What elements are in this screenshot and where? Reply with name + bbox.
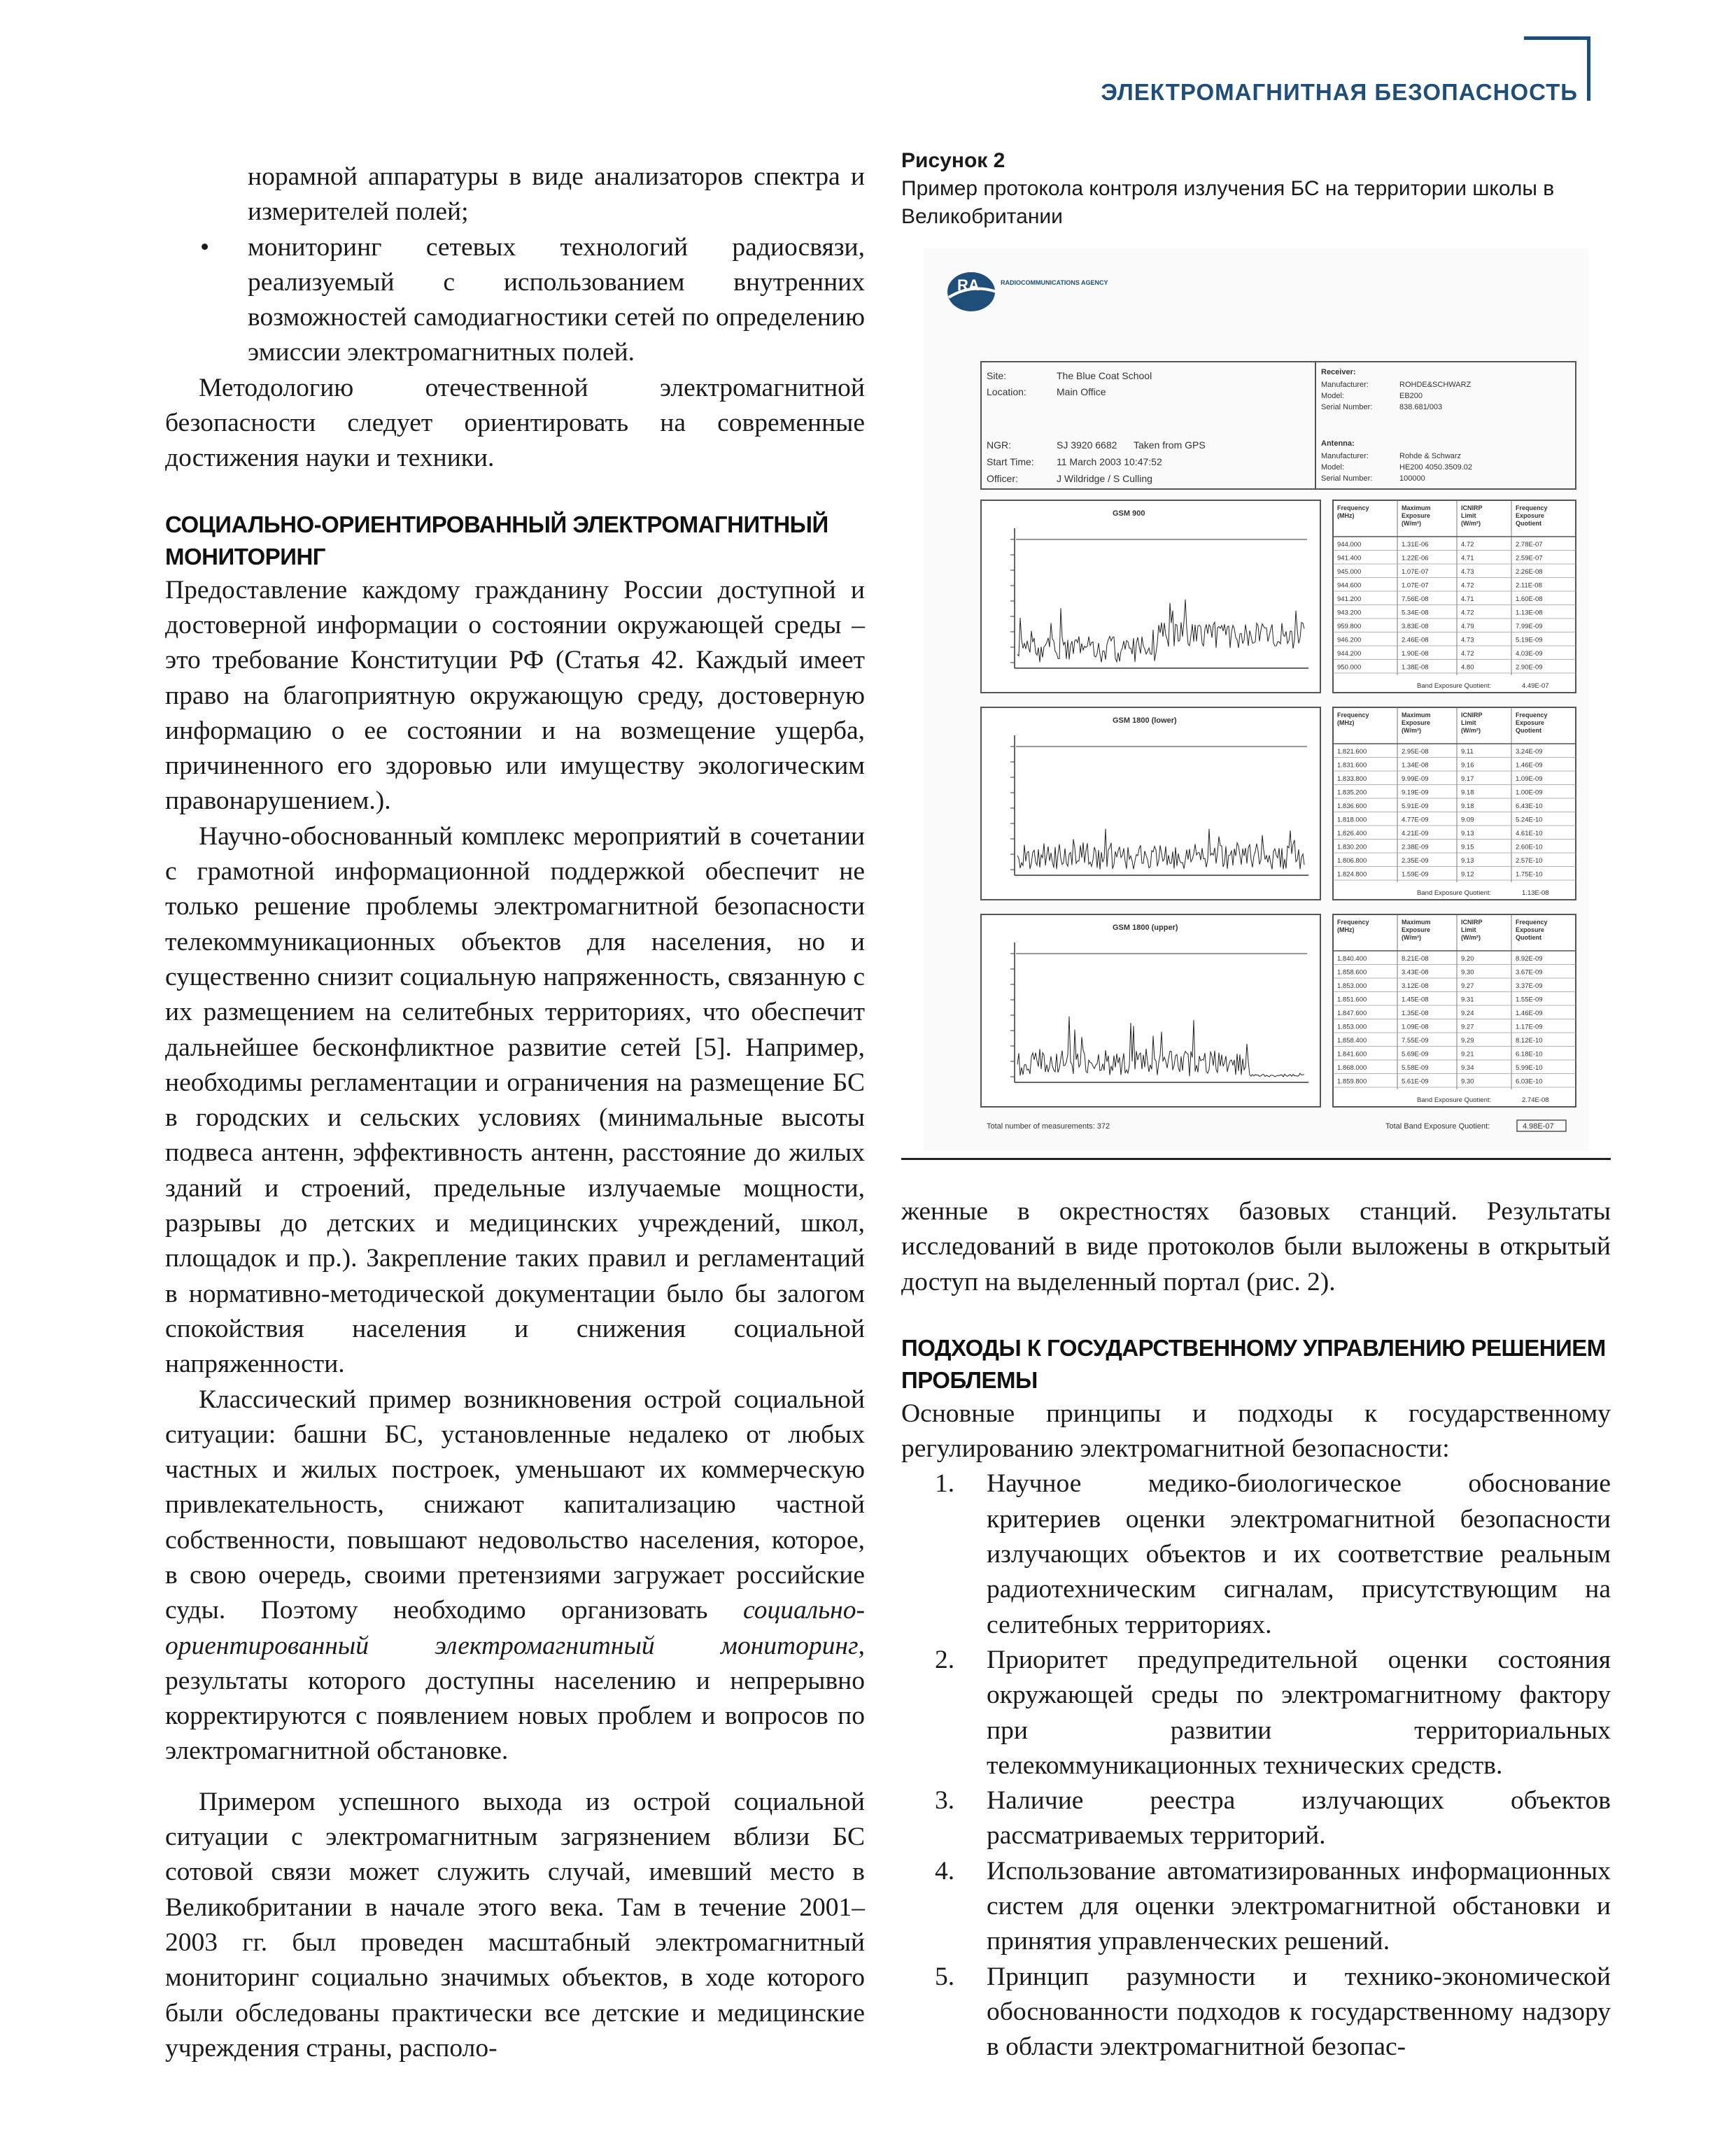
table-cell: 2.78E-07 [1516, 541, 1543, 549]
table-cell: 1.59E-09 [1402, 870, 1429, 879]
list-number: 4. [935, 1856, 955, 1886]
serial-label: Serial Number: [1321, 403, 1373, 411]
band-panel [981, 707, 1576, 900]
principles-list-item [901, 1643, 1611, 1783]
table-cell: 943.200 [1337, 609, 1362, 617]
table-cell: 2.38E-09 [1402, 843, 1429, 851]
table-cell: 941.200 [1337, 595, 1362, 603]
emphasis-text: социально-ориентированный электромагнитный мониторинг [165, 1596, 865, 1660]
paragraph: Примером успешного выхода из острой социальной ситуации с электромагнитным загрязнением вблизи БС сотовой связи может служить случай, имевший место в Великобритании в начале этого века. Там в течение 2001–2003 гг. был проведен масштабный электромагнитный мониторинг социально значимых объектов, в ходе которого были обследованы практически все детские и медицинские учреждения страны, располо- [165, 1787, 865, 2063]
figure-title: Рисунок 2 [901, 149, 1005, 172]
table-cell: 1.90E-08 [1402, 650, 1429, 658]
table-header-cell: (W/m²) [1402, 727, 1421, 734]
table-cell: 3.12E-08 [1402, 982, 1429, 990]
list-item-text: Наличие реестра излучающих объектов рассматриваемых территорий. [987, 1786, 1611, 1851]
bullet-dot-icon: • [200, 232, 210, 262]
table-header-cell: Limit [1461, 926, 1476, 933]
table-cell: 1.46E-09 [1516, 761, 1543, 770]
location-label: Location: [987, 386, 1026, 397]
table-cell: 1.22E-06 [1402, 554, 1429, 563]
ant-model-value: HE200 4050.3509.02 [1399, 463, 1472, 472]
table-cell: 9.16 [1461, 761, 1474, 770]
table-cell: 9.29 [1461, 1037, 1474, 1045]
table-cell: 941.400 [1337, 554, 1362, 563]
table-header-cell: Limit [1461, 512, 1476, 519]
table-cell: 9.15 [1461, 843, 1474, 851]
table-cell: 2.59E-07 [1516, 554, 1543, 563]
running-head: ЭЛЕКТРОМАГНИТНАЯ БЕЗОПАСНОСТЬ [1101, 79, 1578, 105]
table-header-cell: Exposure [1402, 926, 1431, 933]
table-cell: 1.858.400 [1337, 1037, 1367, 1045]
table-header-cell: Quotient [1516, 934, 1541, 941]
table-cell: 3.67E-09 [1516, 968, 1543, 977]
table-header-cell: Quotient [1516, 727, 1541, 734]
chart-title: GSM 1800 (lower) [1113, 716, 1177, 725]
principles-list-item [901, 1854, 1611, 1960]
list-item-text: Принцип разумности и технико-экономической обоснованности подходов к государственному надзору в области электромагнитной безопас- [987, 1962, 1611, 2062]
site-value: The Blue Coat School [1057, 370, 1152, 381]
table-header-cell: (W/m²) [1461, 727, 1481, 734]
table-cell: 1.45E-08 [1402, 996, 1429, 1004]
table-cell: 1.75E-10 [1516, 870, 1543, 879]
table-cell: 9.13 [1461, 857, 1474, 865]
bullet-continuation [165, 160, 865, 230]
report-svg [924, 248, 1588, 1151]
paragraph: Методологию отечественной электромагнитной безопасности следует ориентировать на современные достижения науки и техники. [165, 373, 865, 473]
table-cell: 7.56E-08 [1402, 595, 1429, 603]
band-panel [981, 500, 1576, 693]
table-cell: 946.200 [1337, 636, 1362, 644]
table-cell: 4.79 [1461, 623, 1474, 630]
table-cell: 7.55E-09 [1402, 1037, 1429, 1045]
table-cell: 944.000 [1337, 541, 1362, 549]
table-header-cell: (W/m²) [1461, 520, 1481, 527]
location-value: Main Office [1057, 386, 1106, 397]
table-cell: 1.07E-07 [1402, 568, 1429, 576]
table-cell: 5.58E-09 [1402, 1064, 1429, 1072]
table-header-cell: (W/m²) [1461, 934, 1481, 941]
right-column [901, 147, 1611, 231]
table-cell: 1.07E-07 [1402, 581, 1429, 590]
table-cell: 944.200 [1337, 650, 1362, 658]
table-header-cell: (W/m²) [1402, 934, 1421, 941]
table-cell: 1.831.600 [1337, 761, 1367, 770]
receiver-label: Receiver: [1321, 368, 1356, 376]
table-cell: 6.43E-10 [1516, 802, 1543, 810]
table-cell: 1.00E-09 [1516, 788, 1543, 797]
figure-bottom-rule [901, 1158, 1611, 1160]
table-cell: 1.821.600 [1337, 748, 1367, 756]
table-cell: 9.24 [1461, 1010, 1474, 1017]
paragraph: женные в окрестностях базовых станций. Результаты исследований в виде протоколов были выложены в открытый доступ на выделенный портал (рис. 2). [901, 1197, 1611, 1296]
manufacturer-value: ROHDE&SCHWARZ [1399, 381, 1472, 389]
bullet-continuation-text: норамной аппаратуры в виде анализаторов спектра и измерителей полей; [248, 162, 865, 227]
antenna-label: Antenna: [1321, 439, 1355, 448]
table-cell: 9.30 [1461, 968, 1474, 977]
table-cell: 1.853.000 [1337, 982, 1367, 990]
table-cell: 3.83E-08 [1402, 623, 1429, 630]
list-number: 2. [935, 1645, 955, 1674]
table-cell: 1.859.800 [1337, 1077, 1367, 1086]
ant-model-label: Model: [1321, 463, 1345, 472]
spacer [901, 1300, 1611, 1332]
table-header-cell: Frequency [1337, 504, 1369, 511]
table-header-cell: Frequency [1516, 504, 1548, 511]
table-cell: 6.18E-10 [1516, 1050, 1543, 1059]
band-quotient-value: 2.74E-08 [1522, 1096, 1549, 1104]
agency-name: RADIOCOMMUNICATIONS AGENCY [1001, 279, 1108, 286]
table-cell: 1.847.600 [1337, 1010, 1367, 1017]
section-heading: ПОДХОДЫ К ГОСУДАРСТВЕННОМУ УПРАВЛЕНИЮ РЕШЕНИЕМ ПРОБЛЕМЫ [901, 1334, 1606, 1393]
ant-manufacturer-value: Rohde & Schwarz [1399, 452, 1462, 460]
ngr-value: SJ 3920 6682 [1057, 439, 1117, 451]
table-header-cell: (MHz) [1337, 512, 1355, 519]
table-header-cell: Maximum [1402, 504, 1431, 511]
table-cell: 4.72 [1461, 541, 1474, 549]
table-header-cell: Exposure [1516, 512, 1545, 519]
serial-value: 838.681/003 [1399, 403, 1443, 411]
table-header-cell: Quotient [1516, 520, 1541, 527]
table-cell: 2.60E-10 [1516, 843, 1543, 851]
manufacturer-label: Manufacturer: [1321, 381, 1369, 389]
principles-list-item [901, 1466, 1611, 1642]
table-cell: 4.80 [1461, 663, 1474, 672]
table-cell: 1.833.800 [1337, 775, 1367, 783]
table-cell: 1.858.600 [1337, 968, 1367, 977]
paragraph: Предоставление каждому гражданину России доступной и достоверной информации о состоянии окружающей среды – это требование Конституции РФ (Статья 42. Каждый имеет право на благоприятную окружающую среду, достоверную информацию о ее состоянии и на возмещение ущерба, причиненного его здоровью или имуществу экологическим правонарушением.). [165, 575, 865, 816]
table-cell: 4.71 [1461, 595, 1474, 603]
bullet-item-text: мониторинг сетевых технологий радиосвязи, реализуемый с использованием внутренних возможностей самодиагностики сетей по определению эмиссии электромагнитных полей. [248, 232, 865, 367]
table-cell: 1.09E-09 [1516, 775, 1543, 783]
list-number: 3. [935, 1786, 955, 1816]
table-cell: 4.71 [1461, 554, 1474, 563]
table-header-cell: Exposure [1402, 719, 1431, 726]
chart-title: GSM 1800 (upper) [1113, 924, 1178, 932]
band-panels [981, 500, 1576, 1107]
table-cell: 1.13E-08 [1516, 609, 1543, 617]
table-cell: 5.24E-10 [1516, 816, 1543, 824]
table-cell: 1.34E-08 [1402, 761, 1429, 770]
table-cell: 959.800 [1337, 623, 1362, 630]
table-cell: 9.34 [1461, 1064, 1474, 1072]
table-cell: 1.824.800 [1337, 870, 1367, 879]
band-panel [981, 914, 1576, 1107]
band-quotient-label: Band Exposure Quotient: [1417, 889, 1492, 897]
list-item-text: Научное медико-биологическое обоснование критериев оценки электромагнитной безопасности излучающих объектов и их соответствие реальным радиотехническим сигналам, присутствующим на селитебных территориях. [987, 1469, 1611, 1639]
left-column [165, 160, 865, 2066]
table-cell: 9.27 [1461, 1023, 1474, 1031]
ant-serial-label: Serial Number: [1321, 474, 1373, 483]
table-cell: 1.46E-09 [1516, 1010, 1543, 1017]
principles-list [901, 1466, 1611, 2065]
table-header-cell: Exposure [1516, 719, 1545, 726]
table-header-cell: (MHz) [1337, 926, 1355, 933]
agency-logo [947, 272, 1108, 311]
table-cell: 2.46E-08 [1402, 636, 1429, 644]
table-header-cell: ICNIRP [1461, 712, 1483, 719]
table-cell: 9.31 [1461, 996, 1474, 1004]
table-cell: 3.24E-09 [1516, 748, 1543, 756]
start-value: 11 March 2003 10:47:52 [1057, 456, 1162, 467]
table-cell: 1.60E-08 [1516, 595, 1543, 603]
band-quotient-value: 1.13E-08 [1522, 889, 1549, 897]
model-value: EB200 [1399, 392, 1423, 400]
table-cell: 1.853.000 [1337, 1023, 1367, 1031]
ant-manufacturer-label: Manufacturer: [1321, 452, 1369, 460]
total-quotient-label: Total Band Exposure Quotient: [1385, 1122, 1490, 1131]
table-header-cell: Maximum [1402, 712, 1431, 719]
table-header-cell: Frequency [1337, 919, 1369, 926]
table-cell: 2.26E-08 [1516, 568, 1543, 576]
table-cell: 8.21E-08 [1402, 955, 1429, 963]
table-cell: 4.73 [1461, 636, 1474, 644]
table-cell: 1.38E-08 [1402, 663, 1429, 672]
table-cell: 1.826.400 [1337, 830, 1367, 837]
model-label: Model: [1321, 392, 1345, 400]
table-cell: 5.34E-08 [1402, 609, 1429, 617]
table-cell: 9.21 [1461, 1050, 1474, 1059]
total-quotient-value: 4.98E-07 [1523, 1122, 1554, 1131]
table-cell: 9.27 [1461, 982, 1474, 990]
chart-title: GSM 900 [1113, 509, 1145, 518]
table-cell: 1.17E-09 [1516, 1023, 1543, 1031]
table-cell: 950.000 [1337, 663, 1362, 672]
table-cell: 4.72 [1461, 581, 1474, 590]
logo-text: RA [957, 276, 980, 294]
table-cell: 7.99E-09 [1516, 623, 1543, 630]
paragraph-text: , результаты которого доступны населению и непрерывно корректируются с появлением новых проблем и вопросов по электромагнитной обстановке. [165, 1631, 865, 1766]
list-number: 1. [935, 1469, 955, 1499]
ant-serial-value: 100000 [1399, 474, 1425, 483]
table-header-cell: ICNIRP [1461, 919, 1483, 926]
start-label: Start Time: [987, 456, 1034, 467]
table-cell: 944.600 [1337, 581, 1362, 590]
officer-value: J Wildridge / S Culling [1057, 473, 1152, 484]
figure-report-image [924, 248, 1588, 1151]
table-cell: 4.03E-09 [1516, 650, 1543, 658]
table-header-cell: Limit [1461, 719, 1476, 726]
table-cell: 1.851.600 [1337, 996, 1367, 1004]
table-header-cell: Exposure [1516, 926, 1545, 933]
table-cell: 2.95E-08 [1402, 748, 1429, 756]
principles-list-item [901, 1783, 1611, 1854]
table-cell: 1.840.400 [1337, 955, 1367, 963]
right-column-text [901, 1194, 1611, 2065]
table-cell: 1.835.200 [1337, 788, 1367, 797]
table-cell: 9.17 [1461, 775, 1474, 783]
table-cell: 4.61E-10 [1516, 830, 1543, 837]
chart-frame [981, 500, 1320, 693]
paragraph: Научно-обоснованный комплекс мероприятий в сочетании с грамотной информационной поддержкой обеспечит не только решение проблемы электромагнитной безопасности телекоммуникационных объектов для населения, но и существенно снизит социальную напряженность, связанную с их размещением на селитебных территориях, что обеспечит дальнейшее бесконфликтное развитие сетей [5]. Например, необходимы регламентации и ограничения на размещение БС в городских и сельских условиях (минимальные высоты подвеса антенн, эффективность антенн, расстояние до жилых зданий и строений, предельные излучаемые мощности, разрывы до детских и медицинских учреждений, школ, площадок и пр.). Закрепление таких правил и регламентаций в нормативно-методической документации было бы залогом спокойствия населения и снижения социальной напряженности. [165, 821, 865, 1379]
table-header-cell: Frequency [1516, 712, 1548, 719]
table-cell: 4.72 [1461, 609, 1474, 617]
site-label: Site: [987, 370, 1007, 381]
table-cell: 1.868.000 [1337, 1064, 1367, 1072]
table-cell: 1.806.800 [1337, 857, 1367, 865]
corner-mark-vertical [1587, 36, 1590, 101]
table-cell: 9.18 [1461, 788, 1474, 797]
table-cell: 1.830.200 [1337, 843, 1367, 851]
list-item-text: Приоритет предупредительной оценки состояния окружающей среды по электромагнитному фактору при развитии территориальных телекоммуникационных технических средств. [987, 1645, 1611, 1780]
band-quotient-label: Band Exposure Quotient: [1417, 1096, 1492, 1104]
table-cell: 9.18 [1461, 802, 1474, 810]
table-cell: 9.13 [1461, 830, 1474, 837]
table-cell: 8.92E-09 [1516, 955, 1543, 963]
table-cell: 2.90E-09 [1516, 663, 1543, 672]
band-quotient-value: 4.49E-07 [1522, 682, 1549, 690]
table-cell: 9.20 [1461, 955, 1474, 963]
spacer [165, 476, 865, 509]
table-cell: 9.19E-09 [1402, 788, 1429, 797]
list-number: 5. [935, 1962, 955, 1991]
table-cell: 8.12E-10 [1516, 1037, 1543, 1045]
table-cell: 5.69E-09 [1402, 1050, 1429, 1059]
table-cell: 1.55E-09 [1516, 996, 1543, 1004]
table-cell: 1.31E-06 [1402, 541, 1429, 549]
table-cell: 9.12 [1461, 870, 1474, 879]
table-header-cell: Frequency [1516, 919, 1548, 926]
table-cell: 5.61E-09 [1402, 1077, 1429, 1086]
table-header-cell: Exposure [1402, 512, 1431, 519]
chart-frame [981, 914, 1320, 1107]
table-cell: 5.19E-09 [1516, 636, 1543, 644]
table-cell: 945.000 [1337, 568, 1362, 576]
table-cell: 1.841.600 [1337, 1050, 1367, 1059]
table-cell: 4.72 [1461, 650, 1474, 658]
table-cell: 6.03E-10 [1516, 1077, 1543, 1086]
gps-note: Taken from GPS [1134, 439, 1206, 451]
table-cell: 9.99E-09 [1402, 775, 1429, 783]
principles-list-item [901, 1960, 1611, 2065]
table-cell: 5.91E-09 [1402, 802, 1429, 810]
table-cell: 2.11E-08 [1516, 581, 1542, 590]
table-header-cell: ICNIRP [1461, 504, 1483, 511]
table-cell: 1.35E-08 [1402, 1010, 1429, 1017]
table-header-cell: (MHz) [1337, 719, 1355, 726]
list-item-text: Использование автоматизированных информационных систем для оценки электромагнитной обстановки и принятия управленческих решений. [987, 1856, 1611, 1956]
table-cell: 1.09E-08 [1402, 1023, 1429, 1031]
paragraph: Основные принципы и подходы к государственному регулированию электромагнитной безопасности: [901, 1399, 1611, 1464]
figure-caption: Пример протокола контроля излучения БС на территории школы в Великобритании [901, 177, 1555, 228]
table-cell: 1.836.600 [1337, 802, 1367, 810]
table-cell: 9.30 [1461, 1077, 1474, 1086]
table-cell: 5.99E-10 [1516, 1064, 1543, 1072]
bullet-item [165, 230, 865, 371]
officer-label: Officer: [987, 473, 1018, 484]
chart-frame [981, 707, 1320, 900]
table-cell: 2.35E-09 [1402, 857, 1429, 865]
table-cell: 3.37E-09 [1516, 982, 1543, 990]
table-cell: 3.43E-08 [1402, 968, 1429, 977]
table-cell: 4.21E-09 [1402, 830, 1429, 837]
ngr-label: NGR: [987, 439, 1011, 451]
table-cell: 4.73 [1461, 568, 1474, 576]
total-measurements: Total number of measurements: 372 [987, 1122, 1110, 1131]
band-quotient-label: Band Exposure Quotient: [1417, 682, 1492, 690]
table-header-cell: (W/m²) [1402, 520, 1421, 527]
paragraph-text: Классический пример возникновения острой социальной ситуации: башни БС, установленные недалеко от любых частных и жилых построек, уменьшают их коммерческую привлекательность, снижают капитализацию частной собственности, повышают недовольство населения, которое, в свою очередь, своими претензиями загружает российские суды. Поэтому необходимо организовать [165, 1385, 865, 1625]
table-cell: 9.11 [1461, 748, 1474, 756]
paragraph [165, 1382, 865, 1769]
table-header-cell: Maximum [1402, 919, 1431, 926]
table-cell: 2.57E-10 [1516, 857, 1543, 865]
corner-mark-horizontal [1524, 36, 1590, 40]
table-cell: 1.818.000 [1337, 816, 1367, 824]
spacer [165, 1769, 865, 1785]
table-cell: 4.77E-09 [1402, 816, 1429, 824]
table-cell: 9.09 [1461, 816, 1474, 824]
table-header-cell: Frequency [1337, 712, 1369, 719]
section-heading: СОЦИАЛЬНО-ОРИЕНТИРОВАННЫЙ ЭЛЕКТРОМАГНИТНЫЙ МОНИТОРИНГ [165, 511, 828, 570]
